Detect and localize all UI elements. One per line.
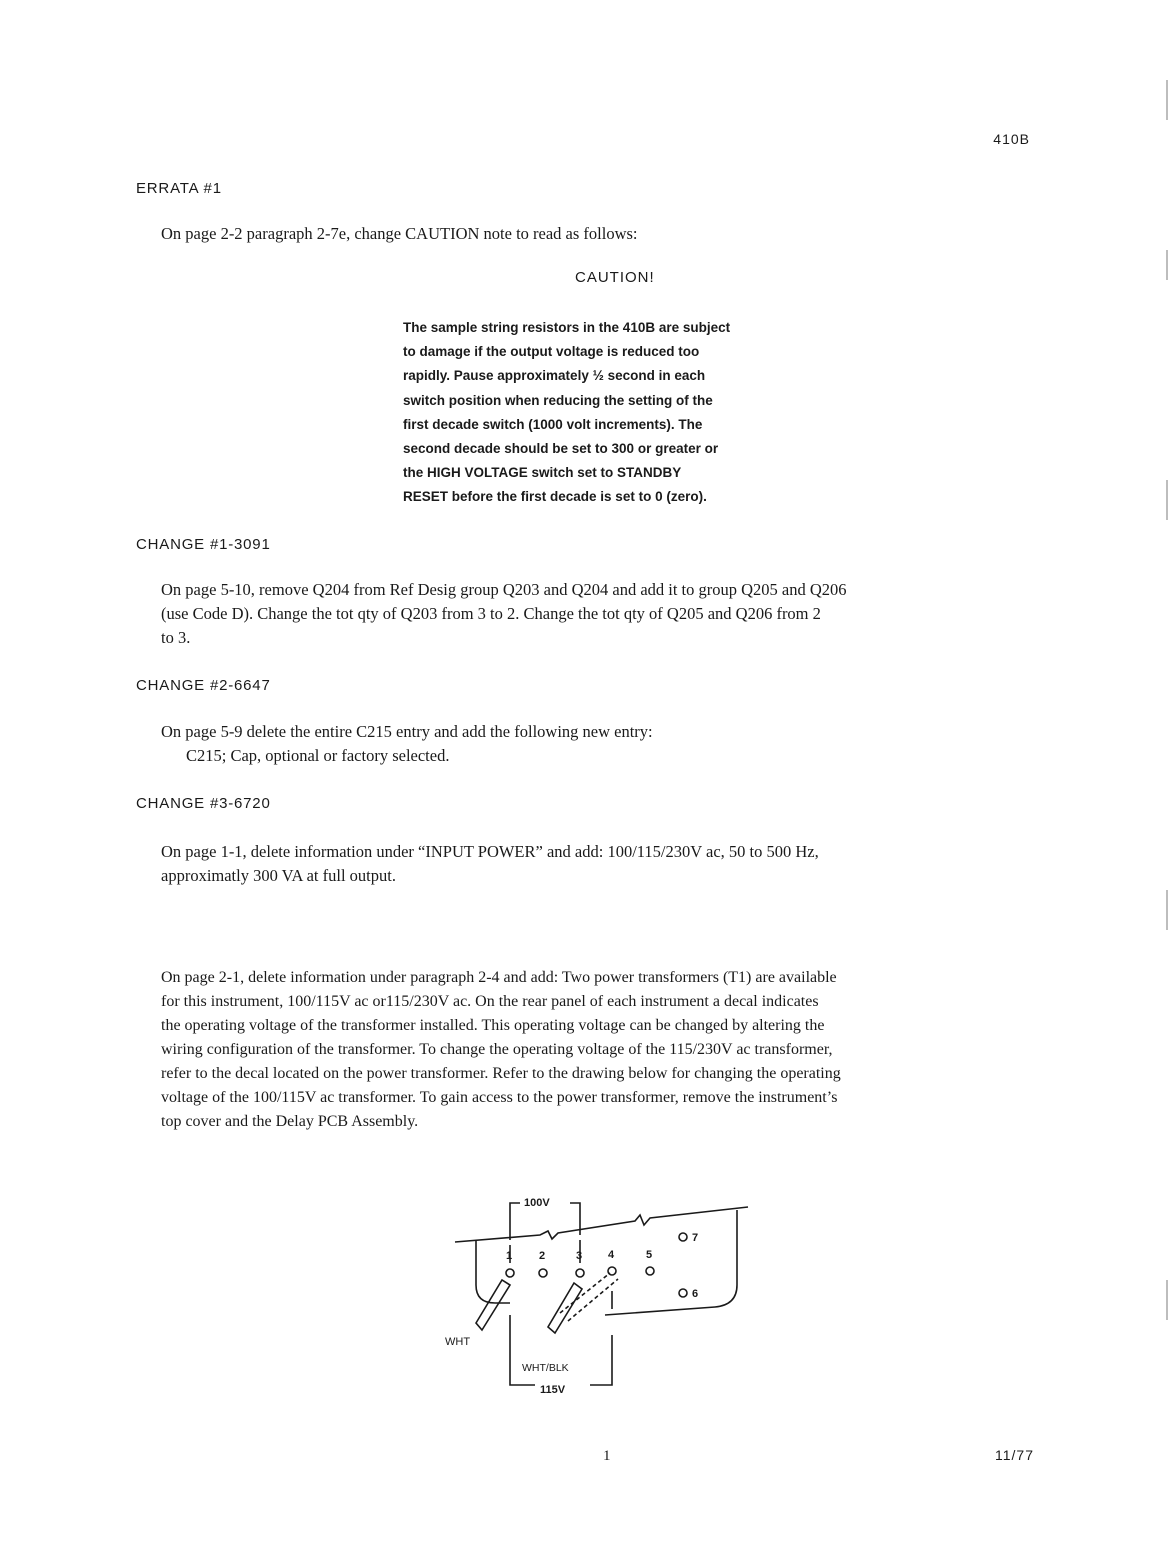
label-100v: 100V (524, 1197, 550, 1209)
page-number: 1 (603, 1448, 611, 1464)
change1-text (161, 578, 847, 650)
label-115v: 115V (540, 1384, 566, 1395)
label-wht: WHT (445, 1336, 471, 1348)
scan-edge-mark (1166, 890, 1168, 930)
model-number: 410B (993, 131, 1030, 147)
bracket-100v-left (510, 1203, 520, 1240)
errata-intro: On page 2-2 paragraph 2-7e, change CAUTION note to read as follows: (161, 224, 638, 243)
terminal-4 (608, 1267, 616, 1275)
revision-date: 11/77 (995, 1447, 1034, 1463)
errata-heading: ERRATA #1 (136, 180, 222, 197)
terminal-4-label: 4 (608, 1249, 615, 1261)
terminal-7 (679, 1233, 687, 1241)
text-line: the operating voltage of the transformer installed. This operating voltage can be changed by altering the (161, 1017, 825, 1034)
text-line: C215; Cap, optional or factory selected. (186, 746, 450, 765)
text-line: for this instrument, 100/115V ac or115/230V ac. On the rear panel of each instrument a decal indicates (161, 993, 819, 1010)
label-wht-blk: WHT/BLK (522, 1362, 569, 1374)
terminal-2 (539, 1269, 547, 1277)
change3-text-2 (161, 966, 841, 1134)
bracket-115v-right (590, 1335, 612, 1385)
terminal-1 (506, 1269, 514, 1277)
terminal-1-label: 1 (506, 1250, 513, 1262)
terminal-5-label: 5 (646, 1249, 653, 1261)
caution-title: CAUTION! (575, 269, 655, 286)
terminal-6-label: 6 (692, 1288, 699, 1300)
text-line: wiring configuration of the transformer. To change the operating voltage of the 115/230V ac transformer, (161, 1041, 833, 1058)
text-line: On page 5-10, remove Q204 from Ref Desig group Q203 and Q204 and add it to group Q205 and Q206 (161, 580, 847, 599)
caution-line: to damage if the output voltage is reduced too (403, 344, 700, 360)
change3-heading: CHANGE #3-6720 (136, 795, 271, 812)
terminal-3 (576, 1269, 584, 1277)
scan-edge-mark (1166, 480, 1168, 520)
text-line: On page 5-9 delete the entire C215 entry and add the following new entry: (161, 722, 653, 741)
text-line: approximatly 300 VA at full output. (161, 866, 396, 885)
caution-line: switch position when reducing the setting of the (403, 392, 713, 408)
strap-wht (476, 1280, 510, 1330)
caution-text (403, 316, 833, 510)
change1-heading: CHANGE #1-3091 (136, 536, 271, 553)
text-line: refer to the decal located on the power transformer. Refer to the drawing below for changing the operating (161, 1065, 841, 1082)
change3-text (161, 840, 819, 888)
right-wire (605, 1210, 737, 1315)
terminal-5 (646, 1267, 654, 1275)
caution-line: the HIGH VOLTAGE switch set to STANDBY (403, 465, 682, 481)
text-line: to 3. (161, 628, 191, 647)
terminal-2-label: 2 (539, 1250, 546, 1262)
caution-line: second decade should be set to 300 or greater or (403, 441, 719, 457)
terminal-3-label: 3 (576, 1250, 583, 1262)
caution-line: rapidly. Pause approximately ½ second in each (403, 368, 706, 384)
change2-heading: CHANGE #2-6647 (136, 677, 271, 694)
terminal-7-label: 7 (692, 1232, 699, 1244)
scan-edge-mark (1166, 1280, 1168, 1320)
text-line: voltage of the 100/115V ac transformer. To gain access to the power transformer, remove the instrument’s (161, 1089, 838, 1106)
transformer-wiring-diagram (440, 1185, 760, 1395)
caution-line: RESET before the first decade is set to 0 (zero). (403, 489, 707, 505)
top-wire (455, 1207, 748, 1242)
bracket-115v-left (510, 1315, 535, 1385)
scan-edge-mark (1166, 80, 1168, 120)
text-line: (use Code D). Change the tot qty of Q203 from 3 to 2. Change the tot qty of Q205 and Q206 from 2 (161, 604, 821, 623)
text-line: On page 1-1, delete information under “INPUT POWER” and add: 100/115/230V ac, 50 to 500 Hz, (161, 842, 819, 861)
scan-edge-mark (1166, 250, 1168, 280)
caution-line: The sample string resistors in the 410B are subject (403, 320, 731, 335)
terminal-6 (679, 1289, 687, 1297)
text-line: top cover and the Delay PCB Assembly. (161, 1113, 419, 1130)
caution-line: first decade switch (1000 volt increments). The (403, 416, 703, 432)
text-line: On page 2-1, delete information under paragraph 2-4 and add: Two power transformers (T1) are available (161, 969, 837, 986)
change2-text (161, 720, 653, 768)
